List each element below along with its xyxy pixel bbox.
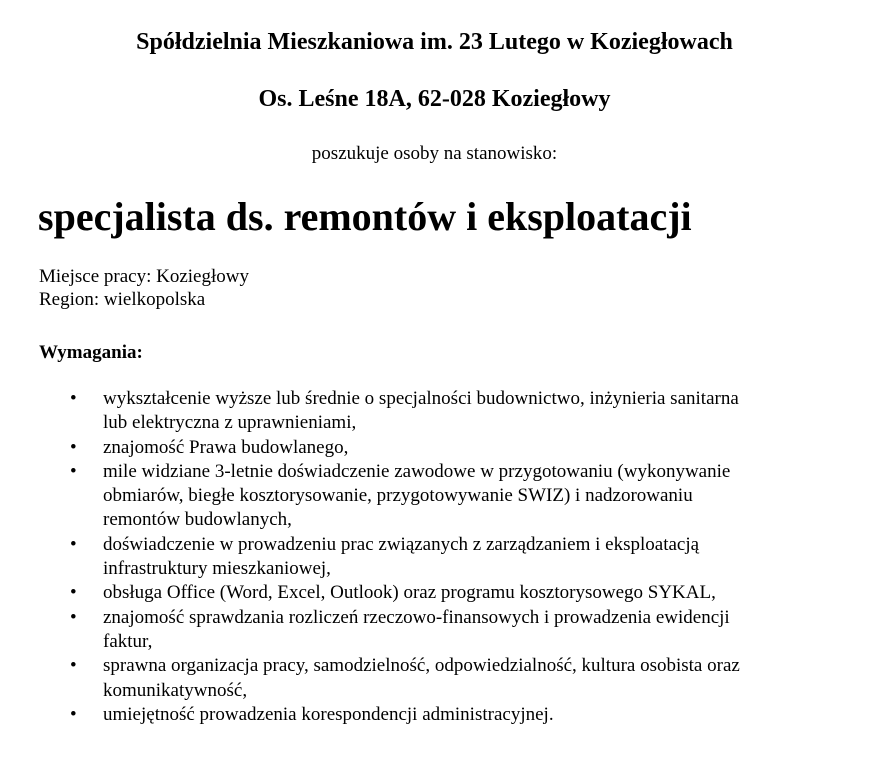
requirement-item — [0, 460, 869, 533]
requirement-text-line: obmiarów, biegłe kosztorysowanie, przygotowywanie SWIZ) i nadzorowaniu — [103, 485, 693, 507]
requirement-item — [0, 703, 869, 727]
bullet-icon: • — [70, 533, 77, 555]
requirement-text-line: sprawna organizacja pracy, samodzielność, odpowiedzialność, kultura osobista oraz — [103, 655, 740, 677]
requirement-item — [0, 387, 869, 436]
intro-text: poszukuje osoby na stanowisko: — [311, 143, 558, 164]
requirement-item — [0, 606, 869, 655]
bullet-icon: • — [70, 606, 77, 628]
organization-address: Os. Leśne 18A, 62-028 Koziegłowy — [258, 86, 611, 112]
requirements-heading: Wymagania: — [39, 342, 143, 363]
bullet-icon: • — [70, 582, 77, 604]
job-details — [39, 265, 249, 311]
bullet-icon: • — [70, 703, 77, 725]
position-title: specjalista ds. remontów i eksploatacji — [38, 194, 692, 239]
requirement-item — [0, 533, 869, 582]
requirement-text-line: remontów budowlanych, — [103, 509, 292, 531]
region-line: Region: wielkopolska — [39, 289, 206, 310]
bullet-icon: • — [70, 655, 77, 677]
requirement-item — [0, 436, 869, 460]
requirement-text-line: komunikatywność, — [103, 679, 248, 701]
requirement-text-line: znajomość Prawa budowlanego, — [103, 436, 349, 458]
requirement-text-line: doświadczenie w prowadzeniu prac związanych z zarządzaniem i eksploatacją — [103, 533, 700, 555]
bullet-icon: • — [70, 436, 77, 458]
requirement-text-line: infrastruktury mieszkaniowej, — [103, 558, 331, 580]
workplace-line: Miejsce pracy: Koziegłowy — [39, 266, 249, 287]
bullet-icon: • — [70, 460, 77, 482]
requirement-text-line: umiejętność prowadzenia korespondencji administracyjnej. — [103, 703, 554, 725]
requirements-list — [0, 387, 869, 727]
requirement-text-line: wykształcenie wyższe lub średnie o specjalności budownictwo, inżynieria sanitarna — [103, 388, 739, 409]
requirement-item — [0, 581, 869, 605]
requirement-item — [0, 654, 869, 703]
requirement-text-line: lub elektryczna z uprawnieniami, — [103, 412, 357, 434]
bullet-icon: • — [70, 388, 77, 409]
requirement-text-line: faktur, — [103, 630, 153, 652]
requirement-text-line: obsługa Office (Word, Excel, Outlook) oraz programu kosztorysowego SYKAL, — [103, 582, 716, 604]
requirement-text-line: znajomość sprawdzania rozliczeń rzeczowo-finansowych i prowadzenia ewidencji — [103, 606, 730, 628]
requirement-text-line: mile widziane 3-letnie doświadczenie zawodowe w przygotowaniu (wykonywanie — [103, 460, 731, 482]
organization-name: Spółdzielnia Mieszkaniowa im. 23 Lutego w Koziegłowach — [136, 29, 733, 55]
